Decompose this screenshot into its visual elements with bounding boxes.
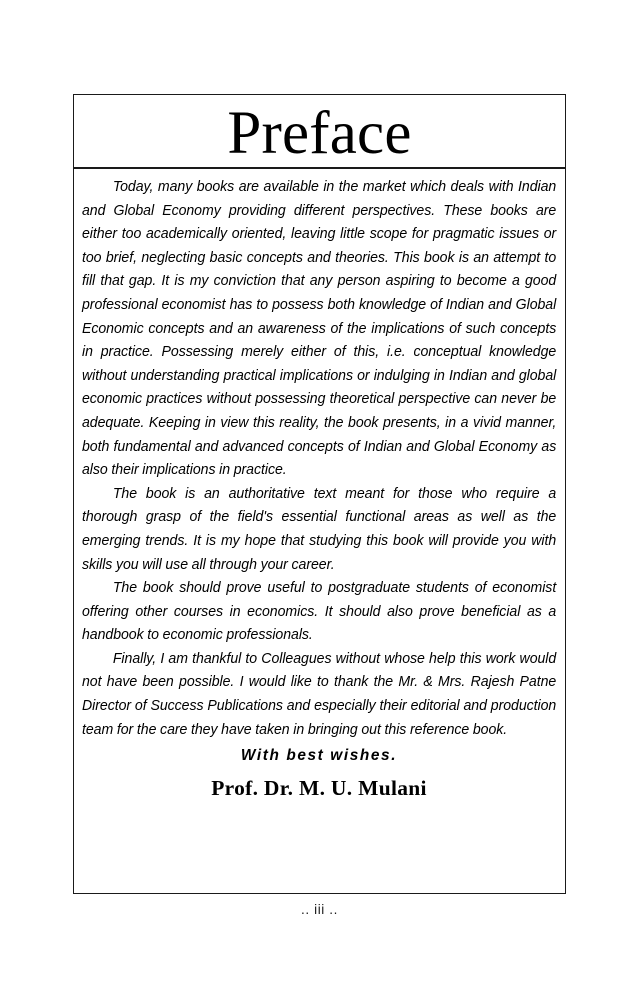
author-signature: Prof. Dr. M. U. Mulani (211, 776, 427, 801)
title-block (74, 95, 565, 169)
preface-body (74, 169, 565, 801)
page-border-frame (73, 94, 566, 894)
preface-paragraph-4: Finally, I am thankful to Colleagues without whose help this work would not have been possible. I would like to thank the Mr. & Mrs. Rajesh Patne Director of Success Publications and especially their editorial and production team for the care they have taken in bringing out this reference book. (82, 649, 557, 738)
closing-wishes-line: With best wishes. (240, 747, 398, 765)
preface-paragraph-1: Today, many books are available in the market which deals with Indian and Global Economy providing different perspectives. These books are either too academically oriented, leaving little scope for pragmatic issues or too brief, neglecting basic concepts and theories. This book is an attempt to fill that gap. It is my conviction that any person aspiring to become a good professional economist has to possess both knowledge of Indian and Global Economic concepts and an awareness of the implications of such concepts in practice. Possessing merely either of this, i.e. conceptual knowledge without understanding practical implications or indulging in Indian and global economic practices without possessing theoretical perspective can never be adequate. Keeping in view this reality, the book presents, in a vivid manner, both fundamental and advanced concepts of Indian and Global Economy as also their implications in practice. (82, 178, 557, 479)
page-title: Preface (227, 100, 412, 168)
page-number: .. iii .. (301, 902, 338, 917)
preface-paragraph-2: The book is an authoritative text meant for those who require a thorough grasp of the field's essential functional areas as well as the emerging trends. It is my hope that studying this book will provide you with skills you will use all through your career. (82, 484, 557, 573)
preface-paragraph-3: The book should prove useful to postgraduate students of economist offering other courses in economics. It should also prove beneficial as a handbook to economic professionals. (82, 579, 557, 644)
